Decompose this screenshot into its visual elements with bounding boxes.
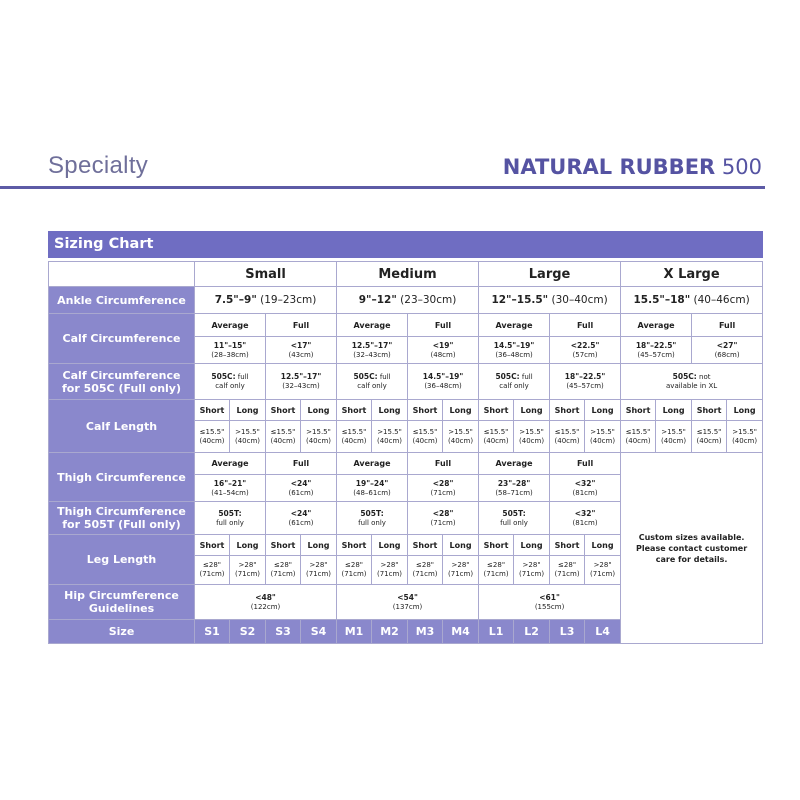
thigh505-value: 505T: full only xyxy=(337,502,408,535)
calf-value: 14.5"–19" (36–48cm) xyxy=(479,337,550,364)
leg-length-sub: Long xyxy=(443,535,479,556)
calf-length-value: >15.5" (40cm) xyxy=(656,421,692,453)
leg-length-sub: Short xyxy=(195,535,230,556)
group-medium: Medium xyxy=(337,262,479,287)
calf-value: 12.5"–17" (32–43cm) xyxy=(337,337,408,364)
calf-length-value: >15.5" (40cm) xyxy=(727,421,763,453)
calf-sub-row xyxy=(49,314,763,337)
calf-length-sub: Long xyxy=(372,400,408,421)
group-header-row xyxy=(49,262,763,287)
leg-length-value: ≤28" (71cm) xyxy=(479,556,514,585)
size-code: M2 xyxy=(372,620,408,644)
calf-length-sub: Short xyxy=(550,400,585,421)
leg-length-value: >28" (71cm) xyxy=(514,556,550,585)
calf-length-sub: Long xyxy=(727,400,763,421)
size-code: L1 xyxy=(479,620,514,644)
thigh-value: <24" (61cm) xyxy=(266,475,337,502)
calf-sub: Average xyxy=(195,314,266,337)
calf-length-value: ≤15.5" (40cm) xyxy=(266,421,301,453)
calf-length-sub: Long xyxy=(443,400,479,421)
page-header xyxy=(0,0,800,190)
row-label-leg-length: Leg Length xyxy=(49,535,195,585)
size-code: L3 xyxy=(550,620,585,644)
row-label-thigh: Thigh Circumference xyxy=(49,453,195,502)
custom-sizes-note: Custom sizes available. Please contact customer care for details. xyxy=(621,453,763,644)
thigh-value: 16"–21" (41–54cm) xyxy=(195,475,266,502)
calf-length-sub: Long xyxy=(230,400,266,421)
ankle-row xyxy=(49,287,763,314)
calf-length-sub-row xyxy=(49,400,763,421)
calf-length-value: ≤15.5" (40cm) xyxy=(195,421,230,453)
thigh505-value: <32" (81cm) xyxy=(550,502,621,535)
row-label-thigh505: Thigh Circumference for 505T (Full only) xyxy=(49,502,195,535)
calf-length-sub: Short xyxy=(195,400,230,421)
size-code: M3 xyxy=(408,620,443,644)
calf505-value: 505C: full calf only xyxy=(195,364,266,400)
thigh-sub: Full xyxy=(266,453,337,475)
thigh-value: 23"–28" (58–71cm) xyxy=(479,475,550,502)
sizing-table xyxy=(48,261,763,644)
thigh505-value: 505T: full only xyxy=(479,502,550,535)
size-code: M1 xyxy=(337,620,372,644)
thigh505-value: 505T: full only xyxy=(195,502,266,535)
calf-length-value: ≤15.5" (40cm) xyxy=(408,421,443,453)
calf-value: <19" (48cm) xyxy=(408,337,479,364)
row-label-calf505: Calf Circumference for 505C (Full only) xyxy=(49,364,195,400)
calf505-row xyxy=(49,364,763,400)
calf-length-value: >15.5" (40cm) xyxy=(443,421,479,453)
thigh505-value: <24" (61cm) xyxy=(266,502,337,535)
calf-length-sub: Long xyxy=(514,400,550,421)
calf-length-value: >15.5" (40cm) xyxy=(585,421,621,453)
ankle-value: 9"–12" (23–30cm) xyxy=(337,287,479,314)
calf-sub: Average xyxy=(479,314,550,337)
ankle-value: 12"–15.5" (30–40cm) xyxy=(479,287,621,314)
calf505-value: 12.5"–17" (32–43cm) xyxy=(266,364,337,400)
row-label-hip: Hip Circumference Guidelines xyxy=(49,585,195,620)
calf-length-sub: Short xyxy=(621,400,656,421)
leg-length-sub: Short xyxy=(337,535,372,556)
thigh-value: <32" (81cm) xyxy=(550,475,621,502)
leg-length-value: ≤28" (71cm) xyxy=(408,556,443,585)
calf-sub: Full xyxy=(692,314,763,337)
row-label-calf: Calf Circumference xyxy=(49,314,195,364)
calf-length-value: ≤15.5" (40cm) xyxy=(692,421,727,453)
group-large: Large xyxy=(479,262,621,287)
leg-length-sub: Long xyxy=(514,535,550,556)
thigh-sub: Average xyxy=(479,453,550,475)
leg-length-value: >28" (71cm) xyxy=(372,556,408,585)
group-small: Small xyxy=(195,262,337,287)
calf-length-value: ≤15.5" (40cm) xyxy=(621,421,656,453)
calf505-value: 505C: full calf only xyxy=(337,364,408,400)
calf-sub: Full xyxy=(550,314,621,337)
thigh-sub-row xyxy=(49,453,763,475)
leg-length-sub: Long xyxy=(301,535,337,556)
leg-length-sub: Short xyxy=(408,535,443,556)
calf-sub: Full xyxy=(266,314,337,337)
thigh-value: <28" (71cm) xyxy=(408,475,479,502)
leg-length-value: ≤28" (71cm) xyxy=(195,556,230,585)
leg-length-sub: Short xyxy=(550,535,585,556)
calf-sub: Average xyxy=(337,314,408,337)
thigh-value: 19"–24" (48–61cm) xyxy=(337,475,408,502)
calf-length-value: ≤15.5" (40cm) xyxy=(337,421,372,453)
thigh-sub: Average xyxy=(195,453,266,475)
calf-length-sub: Long xyxy=(301,400,337,421)
leg-length-sub: Short xyxy=(479,535,514,556)
calf-sub: Full xyxy=(408,314,479,337)
leg-length-value: ≤28" (71cm) xyxy=(550,556,585,585)
leg-length-sub: Short xyxy=(266,535,301,556)
leg-length-sub: Long xyxy=(585,535,621,556)
corner-blank xyxy=(49,262,195,287)
row-label-calf-length: Calf Length xyxy=(49,400,195,453)
calf-length-sub: Long xyxy=(656,400,692,421)
hip-value: <54" (137cm) xyxy=(337,585,479,620)
size-code: S2 xyxy=(230,620,266,644)
calf-length-sub: Short xyxy=(479,400,514,421)
leg-length-value: ≤28" (71cm) xyxy=(337,556,372,585)
calf-length-value: >15.5" (40cm) xyxy=(372,421,408,453)
thigh-sub: Full xyxy=(408,453,479,475)
thigh-sub: Full xyxy=(550,453,621,475)
calf-length-value: >15.5" (40cm) xyxy=(230,421,266,453)
calf-length-sub: Short xyxy=(692,400,727,421)
size-code: L4 xyxy=(585,620,621,644)
hip-value: <48" (122cm) xyxy=(195,585,337,620)
thigh-sub: Average xyxy=(337,453,408,475)
calf-value: 11"–15" (28–38cm) xyxy=(195,337,266,364)
leg-length-value: >28" (71cm) xyxy=(443,556,479,585)
leg-length-value: >28" (71cm) xyxy=(230,556,266,585)
size-code: S4 xyxy=(301,620,337,644)
calf-value: <22.5" (57cm) xyxy=(550,337,621,364)
calf-length-sub: Short xyxy=(408,400,443,421)
calf-length-sub: Long xyxy=(585,400,621,421)
row-label-size: Size xyxy=(49,620,195,644)
product-name: NATURAL RUBBER xyxy=(502,155,716,179)
calf505-value: 14.5"–19" (36–48cm) xyxy=(408,364,479,400)
calf-length-sub: Short xyxy=(266,400,301,421)
size-code: L2 xyxy=(514,620,550,644)
calf505-value: 18"–22.5" (45–57cm) xyxy=(550,364,621,400)
calf-length-value: >15.5" (40cm) xyxy=(301,421,337,453)
calf-length-value: ≤15.5" (40cm) xyxy=(550,421,585,453)
calf-length-value: ≤15.5" (40cm) xyxy=(479,421,514,453)
hip-value: <61" (155cm) xyxy=(479,585,621,620)
calf-length-sub: Short xyxy=(337,400,372,421)
size-code: S3 xyxy=(266,620,301,644)
sizing-chart-title: Sizing Chart xyxy=(48,231,763,258)
calf-value: <27" (68cm) xyxy=(692,337,763,364)
category-title: Specialty xyxy=(48,152,149,179)
calf-sub: Average xyxy=(621,314,692,337)
calf-length-value: >15.5" (40cm) xyxy=(514,421,550,453)
thigh505-value: <28" (71cm) xyxy=(408,502,479,535)
leg-length-value: >28" (71cm) xyxy=(301,556,337,585)
ankle-value: 15.5"–18" (40–46cm) xyxy=(621,287,763,314)
leg-length-sub: Long xyxy=(230,535,266,556)
calf-value: 18"–22.5" (45–57cm) xyxy=(621,337,692,364)
header-rule xyxy=(0,186,765,189)
calf-value: <17" (43cm) xyxy=(266,337,337,364)
leg-length-value: >28" (71cm) xyxy=(585,556,621,585)
product-title xyxy=(503,155,762,179)
leg-length-sub: Long xyxy=(372,535,408,556)
calf505-xl-value: 505C: not available in XL xyxy=(621,364,763,400)
size-code: M4 xyxy=(443,620,479,644)
size-code: S1 xyxy=(195,620,230,644)
calf505-value: 505C: full calf only xyxy=(479,364,550,400)
row-label-ankle: Ankle Circumference xyxy=(49,287,195,314)
product-number: 500 xyxy=(721,155,762,179)
group-xlarge: X Large xyxy=(621,262,763,287)
leg-length-value: ≤28" (71cm) xyxy=(266,556,301,585)
ankle-value: 7.5"–9" (19–23cm) xyxy=(195,287,337,314)
